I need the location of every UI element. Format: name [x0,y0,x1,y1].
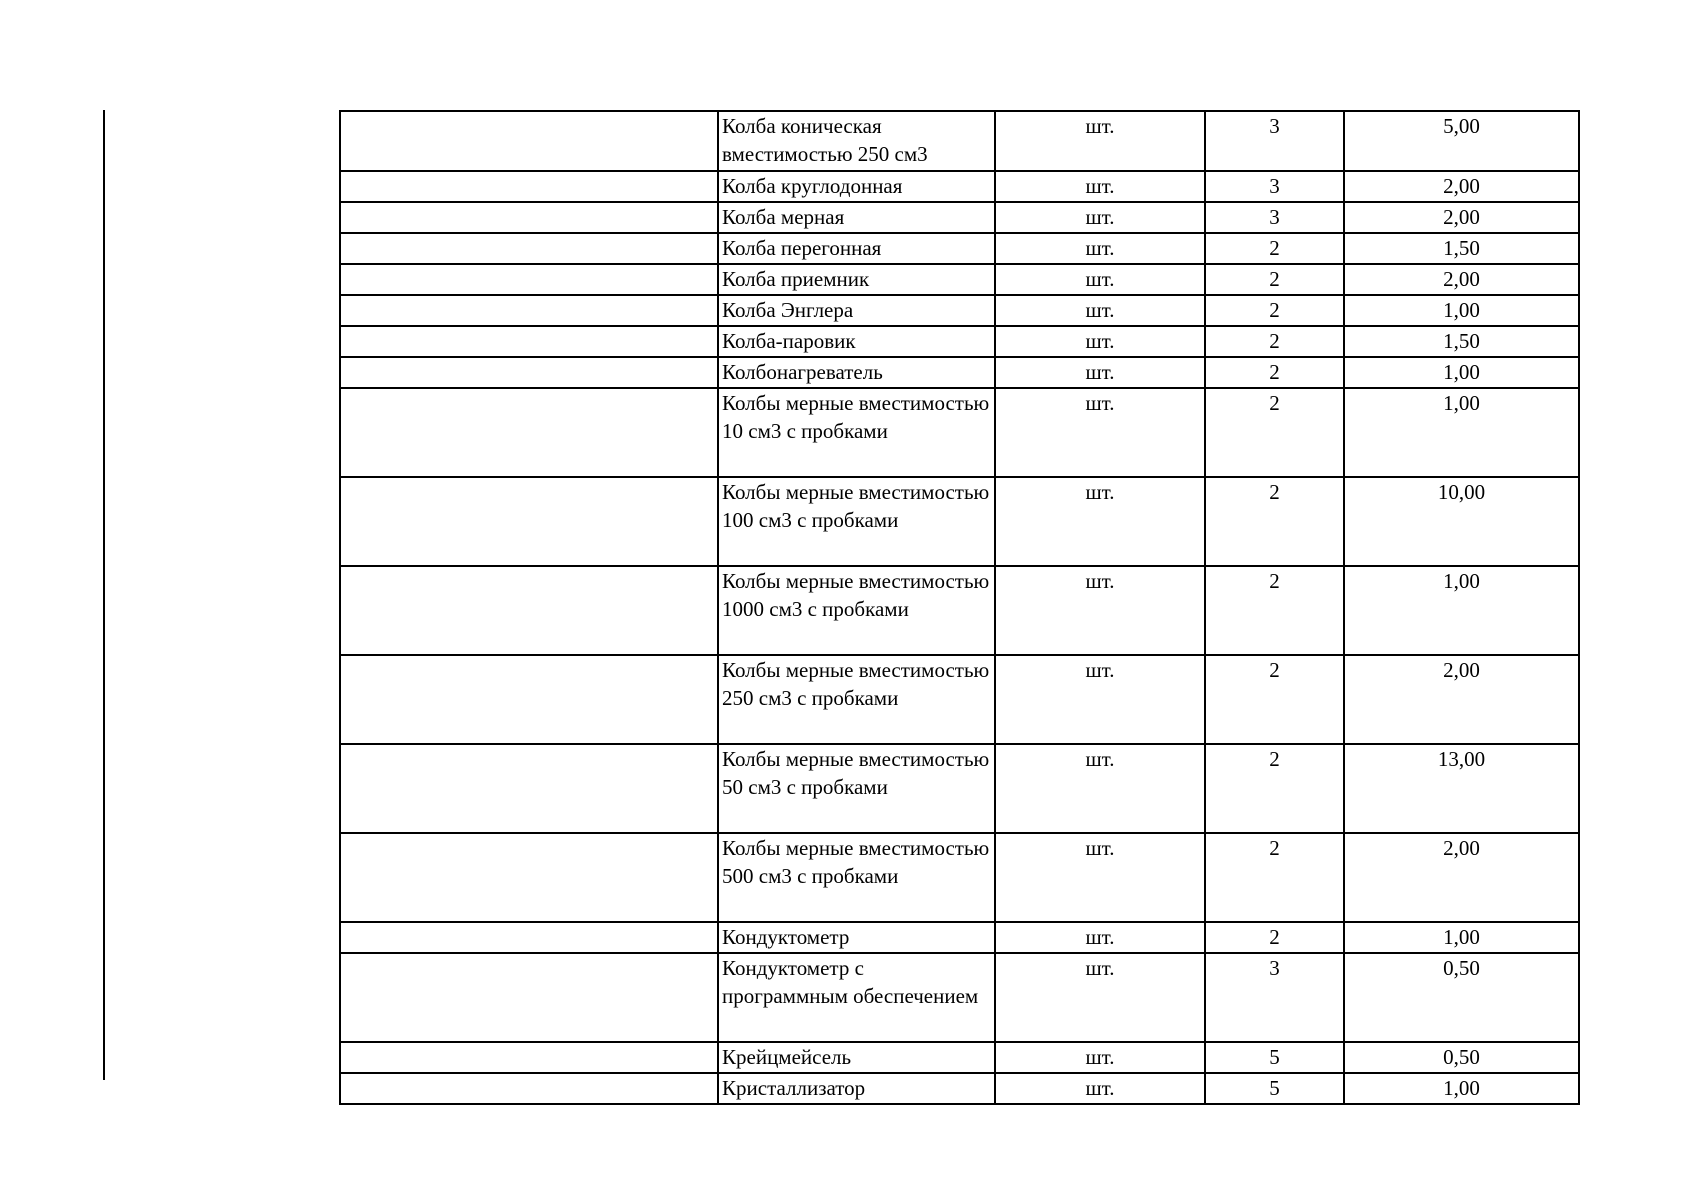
quantity-cell: 3 [1205,111,1344,171]
quantity-cell: 2 [1205,477,1344,566]
quantity-cell: 2 [1205,326,1344,357]
unit-cell: шт. [995,655,1205,744]
item-name-cell: Колба круглодонная [718,171,995,202]
item-name-cell: Колба перегонная [718,233,995,264]
table-row [340,202,1579,233]
value-cell: 13,00 [1344,744,1579,833]
quantity-cell: 3 [1205,202,1344,233]
item-name-cell: Колбы мерные вместимостью 1000 см3 с пробками [718,566,995,655]
value-cell: 1,50 [1344,326,1579,357]
table-row [340,1073,1579,1104]
quantity-cell: 2 [1205,388,1344,477]
table-row [340,922,1579,953]
row-blank-cell [340,326,718,357]
unit-cell: шт. [995,111,1205,171]
table-row [340,655,1579,744]
row-blank-cell [340,566,718,655]
table-row [340,326,1579,357]
item-name-cell: Колбы мерные вместимостью 500 см3 с пробками [718,833,995,922]
table-row [340,295,1579,326]
unit-cell: шт. [995,171,1205,202]
quantity-cell: 2 [1205,744,1344,833]
item-name-cell: Колбы мерные вместимостью 50 см3 с пробками [718,744,995,833]
item-name-cell: Колба-паровик [718,326,995,357]
unit-cell: шт. [995,922,1205,953]
table-row [340,953,1579,1042]
quantity-cell: 2 [1205,357,1344,388]
quantity-cell: 2 [1205,566,1344,655]
row-blank-cell [340,111,718,171]
table-row [340,1042,1579,1073]
value-cell: 1,00 [1344,357,1579,388]
value-cell: 0,50 [1344,953,1579,1042]
row-blank-cell [340,953,718,1042]
row-blank-cell [340,295,718,326]
item-name-cell: Кондуктометр с программным обеспечением [718,953,995,1042]
unit-cell: шт. [995,295,1205,326]
row-blank-cell [340,233,718,264]
quantity-cell: 2 [1205,264,1344,295]
unit-cell: шт. [995,1073,1205,1104]
value-cell: 2,00 [1344,833,1579,922]
row-blank-cell [340,357,718,388]
value-cell: 2,00 [1344,264,1579,295]
quantity-cell: 2 [1205,295,1344,326]
table-row [340,388,1579,477]
value-cell: 1,00 [1344,388,1579,477]
inventory-table-body [340,111,1579,1104]
unit-cell: шт. [995,233,1205,264]
row-blank-cell [340,388,718,477]
table-row [340,477,1579,566]
unit-cell: шт. [995,833,1205,922]
table-row [340,171,1579,202]
item-name-cell: Колбы мерные вместимостью 250 см3 с пробками [718,655,995,744]
quantity-cell: 2 [1205,922,1344,953]
unit-cell: шт. [995,1042,1205,1073]
table-row [340,264,1579,295]
value-cell: 1,00 [1344,1073,1579,1104]
quantity-cell: 5 [1205,1073,1344,1104]
row-blank-cell [340,922,718,953]
unit-cell: шт. [995,202,1205,233]
unit-cell: шт. [995,264,1205,295]
value-cell: 1,50 [1344,233,1579,264]
unit-cell: шт. [995,566,1205,655]
table-row [340,566,1579,655]
row-blank-cell [340,264,718,295]
unit-cell: шт. [995,953,1205,1042]
item-name-cell: Колба мерная [718,202,995,233]
quantity-cell: 2 [1205,655,1344,744]
value-cell: 1,00 [1344,295,1579,326]
value-cell: 1,00 [1344,922,1579,953]
table-row [340,833,1579,922]
inventory-table [339,110,1580,1105]
item-name-cell: Колбонагреватель [718,357,995,388]
row-blank-cell [340,1073,718,1104]
unit-cell: шт. [995,357,1205,388]
quantity-cell: 3 [1205,953,1344,1042]
row-blank-cell [340,1042,718,1073]
item-name-cell: Крейцмейсель [718,1042,995,1073]
row-blank-cell [340,744,718,833]
row-blank-cell [340,171,718,202]
item-name-cell: Кристаллизатор [718,1073,995,1104]
quantity-cell: 2 [1205,833,1344,922]
unit-cell: шт. [995,477,1205,566]
unit-cell: шт. [995,326,1205,357]
value-cell: 5,00 [1344,111,1579,171]
item-name-cell: Колба коническая вместимостью 250 см3 [718,111,995,171]
item-name-cell: Колба Энглера [718,295,995,326]
value-cell: 2,00 [1344,202,1579,233]
row-blank-cell [340,477,718,566]
item-name-cell: Колба приемник [718,264,995,295]
value-cell: 2,00 [1344,171,1579,202]
item-name-cell: Колбы мерные вместимостью 10 см3 с пробками [718,388,995,477]
value-cell: 10,00 [1344,477,1579,566]
table-row [340,111,1579,171]
page-margin-rule [103,110,105,1080]
row-blank-cell [340,655,718,744]
unit-cell: шт. [995,744,1205,833]
value-cell: 0,50 [1344,1042,1579,1073]
quantity-cell: 3 [1205,171,1344,202]
value-cell: 2,00 [1344,655,1579,744]
unit-cell: шт. [995,388,1205,477]
table-row [340,357,1579,388]
item-name-cell: Колбы мерные вместимостью 100 см3 с пробками [718,477,995,566]
quantity-cell: 2 [1205,233,1344,264]
row-blank-cell [340,833,718,922]
row-blank-cell [340,202,718,233]
item-name-cell: Кондуктометр [718,922,995,953]
table-row [340,744,1579,833]
quantity-cell: 5 [1205,1042,1344,1073]
value-cell: 1,00 [1344,566,1579,655]
table-row [340,233,1579,264]
